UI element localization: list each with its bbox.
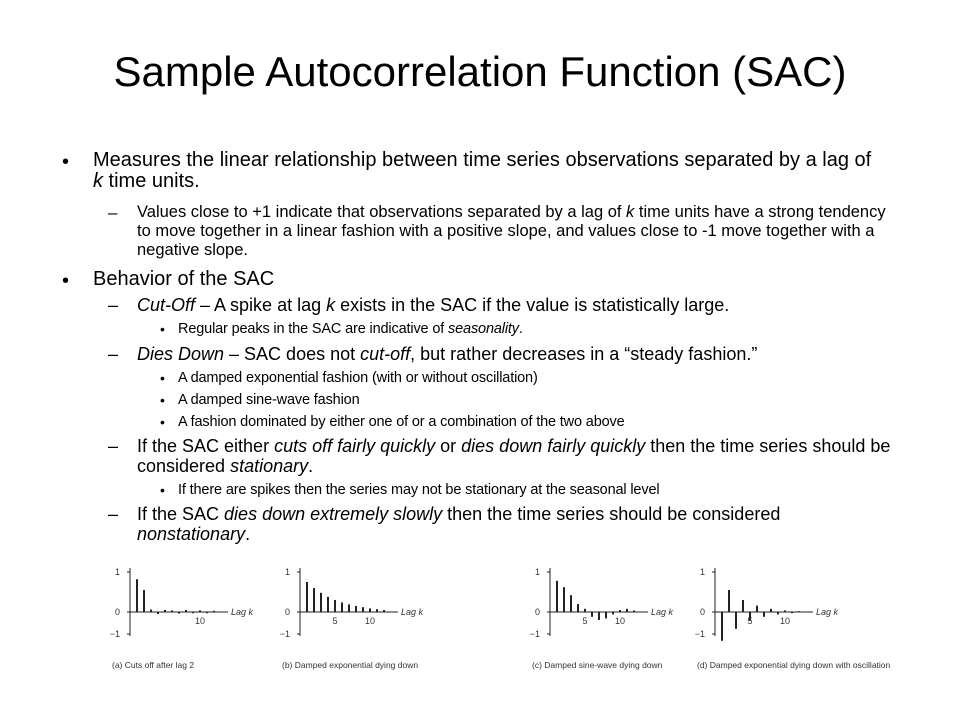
- x-tick-label: 10: [614, 616, 626, 626]
- bullet-marker: •: [62, 151, 70, 173]
- y-tick-label: 0: [114, 607, 120, 617]
- x-axis-label: Lag k: [651, 607, 674, 617]
- sac-chart-3: [520, 560, 690, 720]
- sub-bullet-text: Values close to +1 indicate that observations separated by a lag of k time units have a strong tendency to move together in a linear fashion with a positive slope, and values close to -1 move together with a negative slope.: [137, 203, 886, 259]
- bullet-marker: •: [160, 414, 165, 430]
- slide-title: Sample Autocorrelation Function (SAC): [113, 48, 847, 95]
- x-tick-label: 10: [364, 616, 376, 626]
- sub-sub-bullet-text: A fashion dominated by either one of or a combination of the two above: [178, 414, 625, 430]
- y-tick-label: −1: [694, 629, 705, 639]
- dash-marker: –: [108, 295, 119, 315]
- sub-bullet-text: Cut-Off – A spike at lag k exists in the SAC if the value is statistically large.: [137, 295, 730, 315]
- y-tick-label: 1: [699, 567, 705, 577]
- chart-caption: (c) Damped sine-wave dying down: [532, 660, 663, 670]
- bullet-marker: •: [160, 482, 165, 498]
- x-axis-label: Lag k: [231, 607, 254, 617]
- bullet-marker: •: [160, 321, 165, 337]
- dash-marker: –: [108, 436, 119, 456]
- y-tick-label: 0: [534, 607, 540, 617]
- y-tick-label: −1: [109, 629, 120, 639]
- chart-caption: (b) Damped exponential dying down: [282, 660, 419, 670]
- x-tick-label: 5: [582, 616, 588, 626]
- chart-caption: (a) Cuts off after lag 2: [112, 660, 195, 670]
- sub-bullet-text: If the SAC dies down extremely slowly then the time series should be considered nonstationary.: [137, 504, 781, 544]
- bullet-text: Behavior of the SAC: [93, 268, 275, 290]
- y-tick-label: 0: [284, 607, 290, 617]
- y-tick-label: −1: [279, 629, 290, 639]
- y-tick-label: 1: [114, 567, 120, 577]
- x-tick-label: 10: [194, 616, 206, 626]
- y-tick-label: −1: [529, 629, 540, 639]
- sac-chart-4: [685, 560, 891, 720]
- sub-sub-bullet-text: A damped sine-wave fashion: [178, 392, 360, 408]
- sub-bullet-text: Dies Down – SAC does not cut-off, but rather decreases in a “steady fashion.”: [137, 344, 758, 364]
- chart-caption: (d) Damped exponential dying down with oscillation: [697, 660, 891, 670]
- sub-sub-bullet-text: If there are spikes then the series may not be stationary at the seasonal level: [178, 482, 660, 498]
- x-tick-label: 5: [332, 616, 338, 626]
- bullet-text: Measures the linear relationship between time series observations separated by a lag of k time units.: [93, 149, 872, 192]
- sac-example-charts: [100, 560, 891, 720]
- dash-marker: –: [108, 203, 118, 222]
- x-axis-label: Lag k: [401, 607, 424, 617]
- sac-chart-2: [270, 560, 440, 720]
- dash-marker: –: [108, 504, 119, 524]
- sub-sub-bullet-text: A damped exponential fashion (with or without oscillation): [178, 370, 538, 386]
- bullet-marker: •: [160, 370, 165, 386]
- x-axis-label: Lag k: [816, 607, 839, 617]
- y-tick-label: 0: [699, 607, 705, 617]
- y-tick-label: 1: [284, 567, 290, 577]
- x-tick-label: 10: [779, 616, 791, 626]
- dash-marker: –: [108, 344, 119, 364]
- sub-sub-bullet-text: Regular peaks in the SAC are indicative of seasonality.: [178, 321, 523, 337]
- y-tick-label: 1: [534, 567, 540, 577]
- sub-bullet-text: If the SAC either cuts off fairly quickly or dies down fairly quickly then the time series should be considered stationary.: [137, 436, 891, 476]
- x-tick-label: 5: [747, 616, 753, 626]
- bullet-marker: •: [160, 392, 165, 408]
- sac-chart-1: [100, 560, 270, 720]
- bullet-marker: •: [62, 270, 70, 292]
